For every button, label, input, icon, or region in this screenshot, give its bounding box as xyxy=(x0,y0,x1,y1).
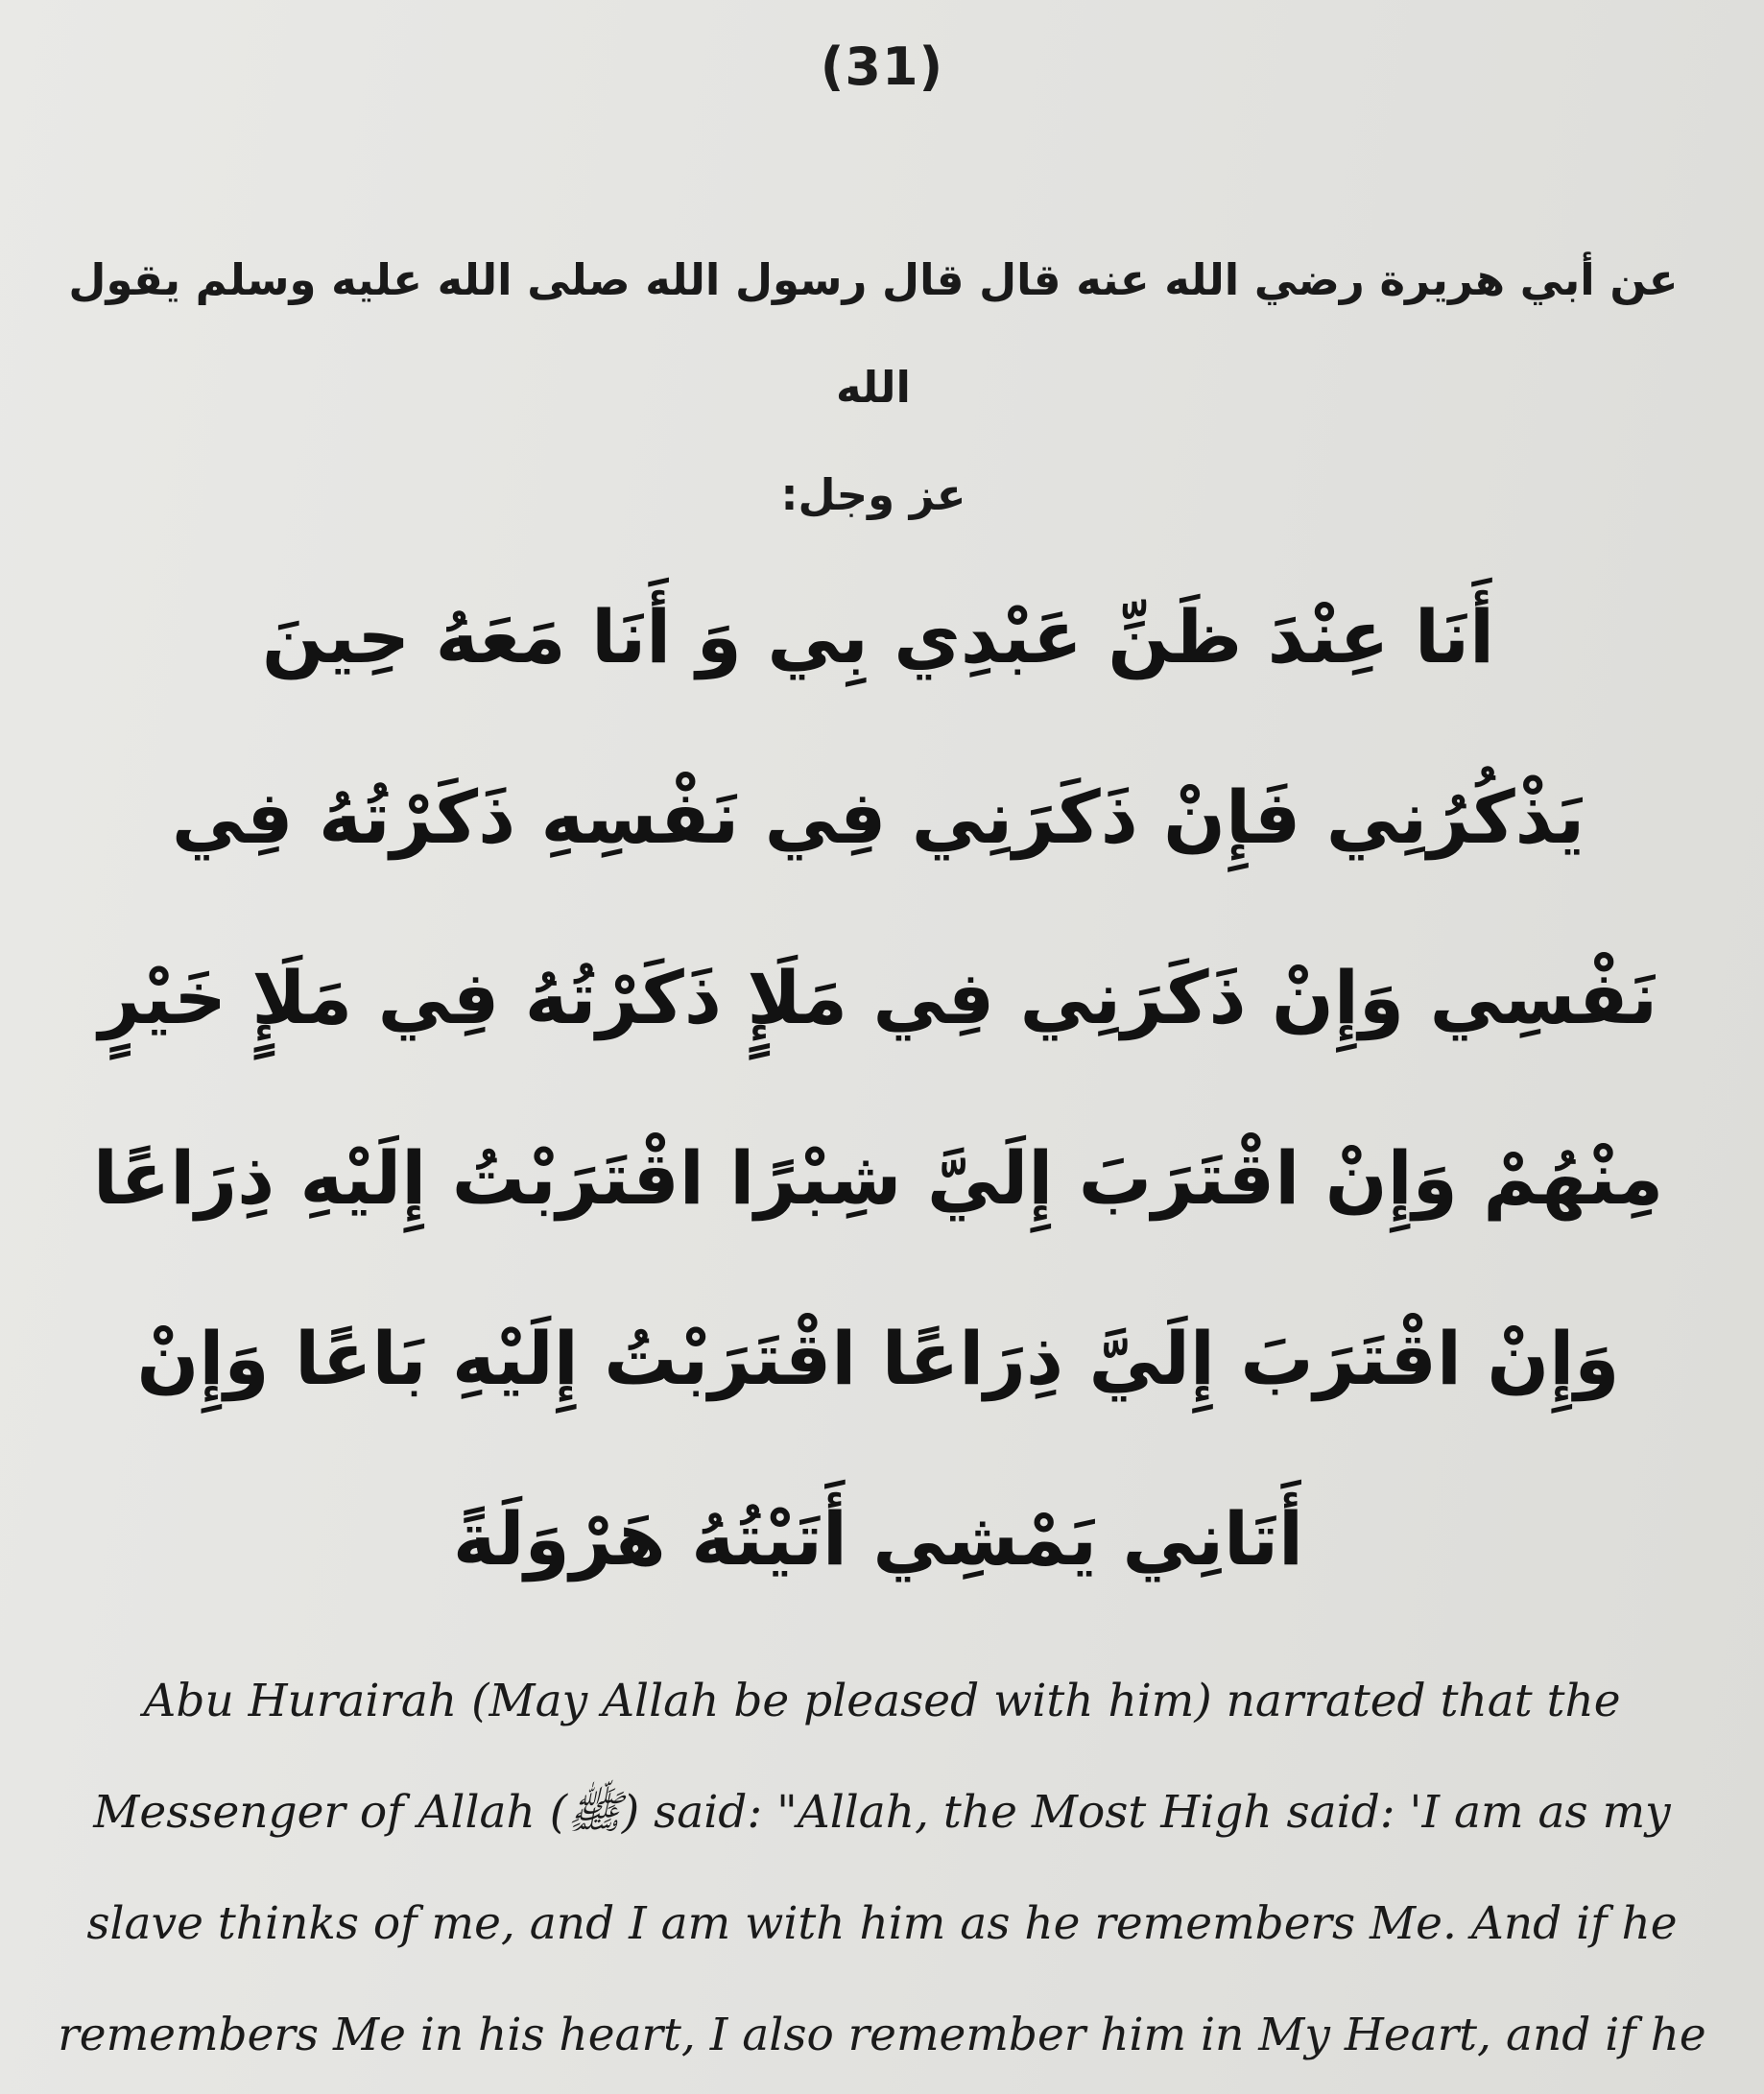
page-number: (31) xyxy=(820,36,944,97)
translation-line: Abu Hurairah (May Allah be pleased with him) narrated that the xyxy=(143,1675,1621,1727)
hadith-line: نَفْسِي وَإِنْ ذَكَرَنِي فِي مَلَإٍ ذَكَرْتُهُ فِي مَلَإٍ خَيْرٍ xyxy=(98,955,1658,1040)
english-translation xyxy=(33,1646,1731,2091)
hadith-line: مِنْهُمْ وَإِنْ اقْتَرَبَ إِلَيَّ شِبْرًا اقْتَرَبْتُ إِلَيْهِ ذِرَاعًا xyxy=(92,1135,1664,1221)
translation-line: slave thinks of me, and I am with him as he remembers Me. And if he xyxy=(86,1897,1678,1950)
translation-line: Messenger of Allah (ﷺ) said: "Allah, the Most High said: 'I am as my xyxy=(93,1786,1671,1839)
intro-line: عن أبي هريرة رضي الله عنه قال قال رسول الله صلى الله عليه وسلم يقول الله xyxy=(68,254,1679,413)
hadith-line: يَذْكُرُنِي فَإِنْ ذَكَرَنِي فِي نَفْسِهِ ذَكَرْتُهُ فِي xyxy=(171,774,1585,860)
translation-line: remembers Me in his heart, I also remember him in My Heart, and if he xyxy=(58,2009,1706,2061)
hadith-line: أَنَا عِنْدَ ظَنِّ عَبْدِي بِي وَ أَنَا مَعَهُ حِينَ xyxy=(261,594,1495,679)
hadith-introduction xyxy=(38,226,1708,549)
hadith-line: وَإِنْ اقْتَرَبَ إِلَيَّ ذِرَاعًا اقْتَرَبْتُ إِلَيْهِ بَاعًا وَإِنْ xyxy=(136,1316,1620,1401)
hadith-text xyxy=(67,547,1689,1630)
hadith-line: أَتَانِي يَمْشِي أَتَيْتُهُ هَرْوَلَةً xyxy=(452,1496,1304,1582)
intro-line: عز وجل: xyxy=(780,469,966,520)
